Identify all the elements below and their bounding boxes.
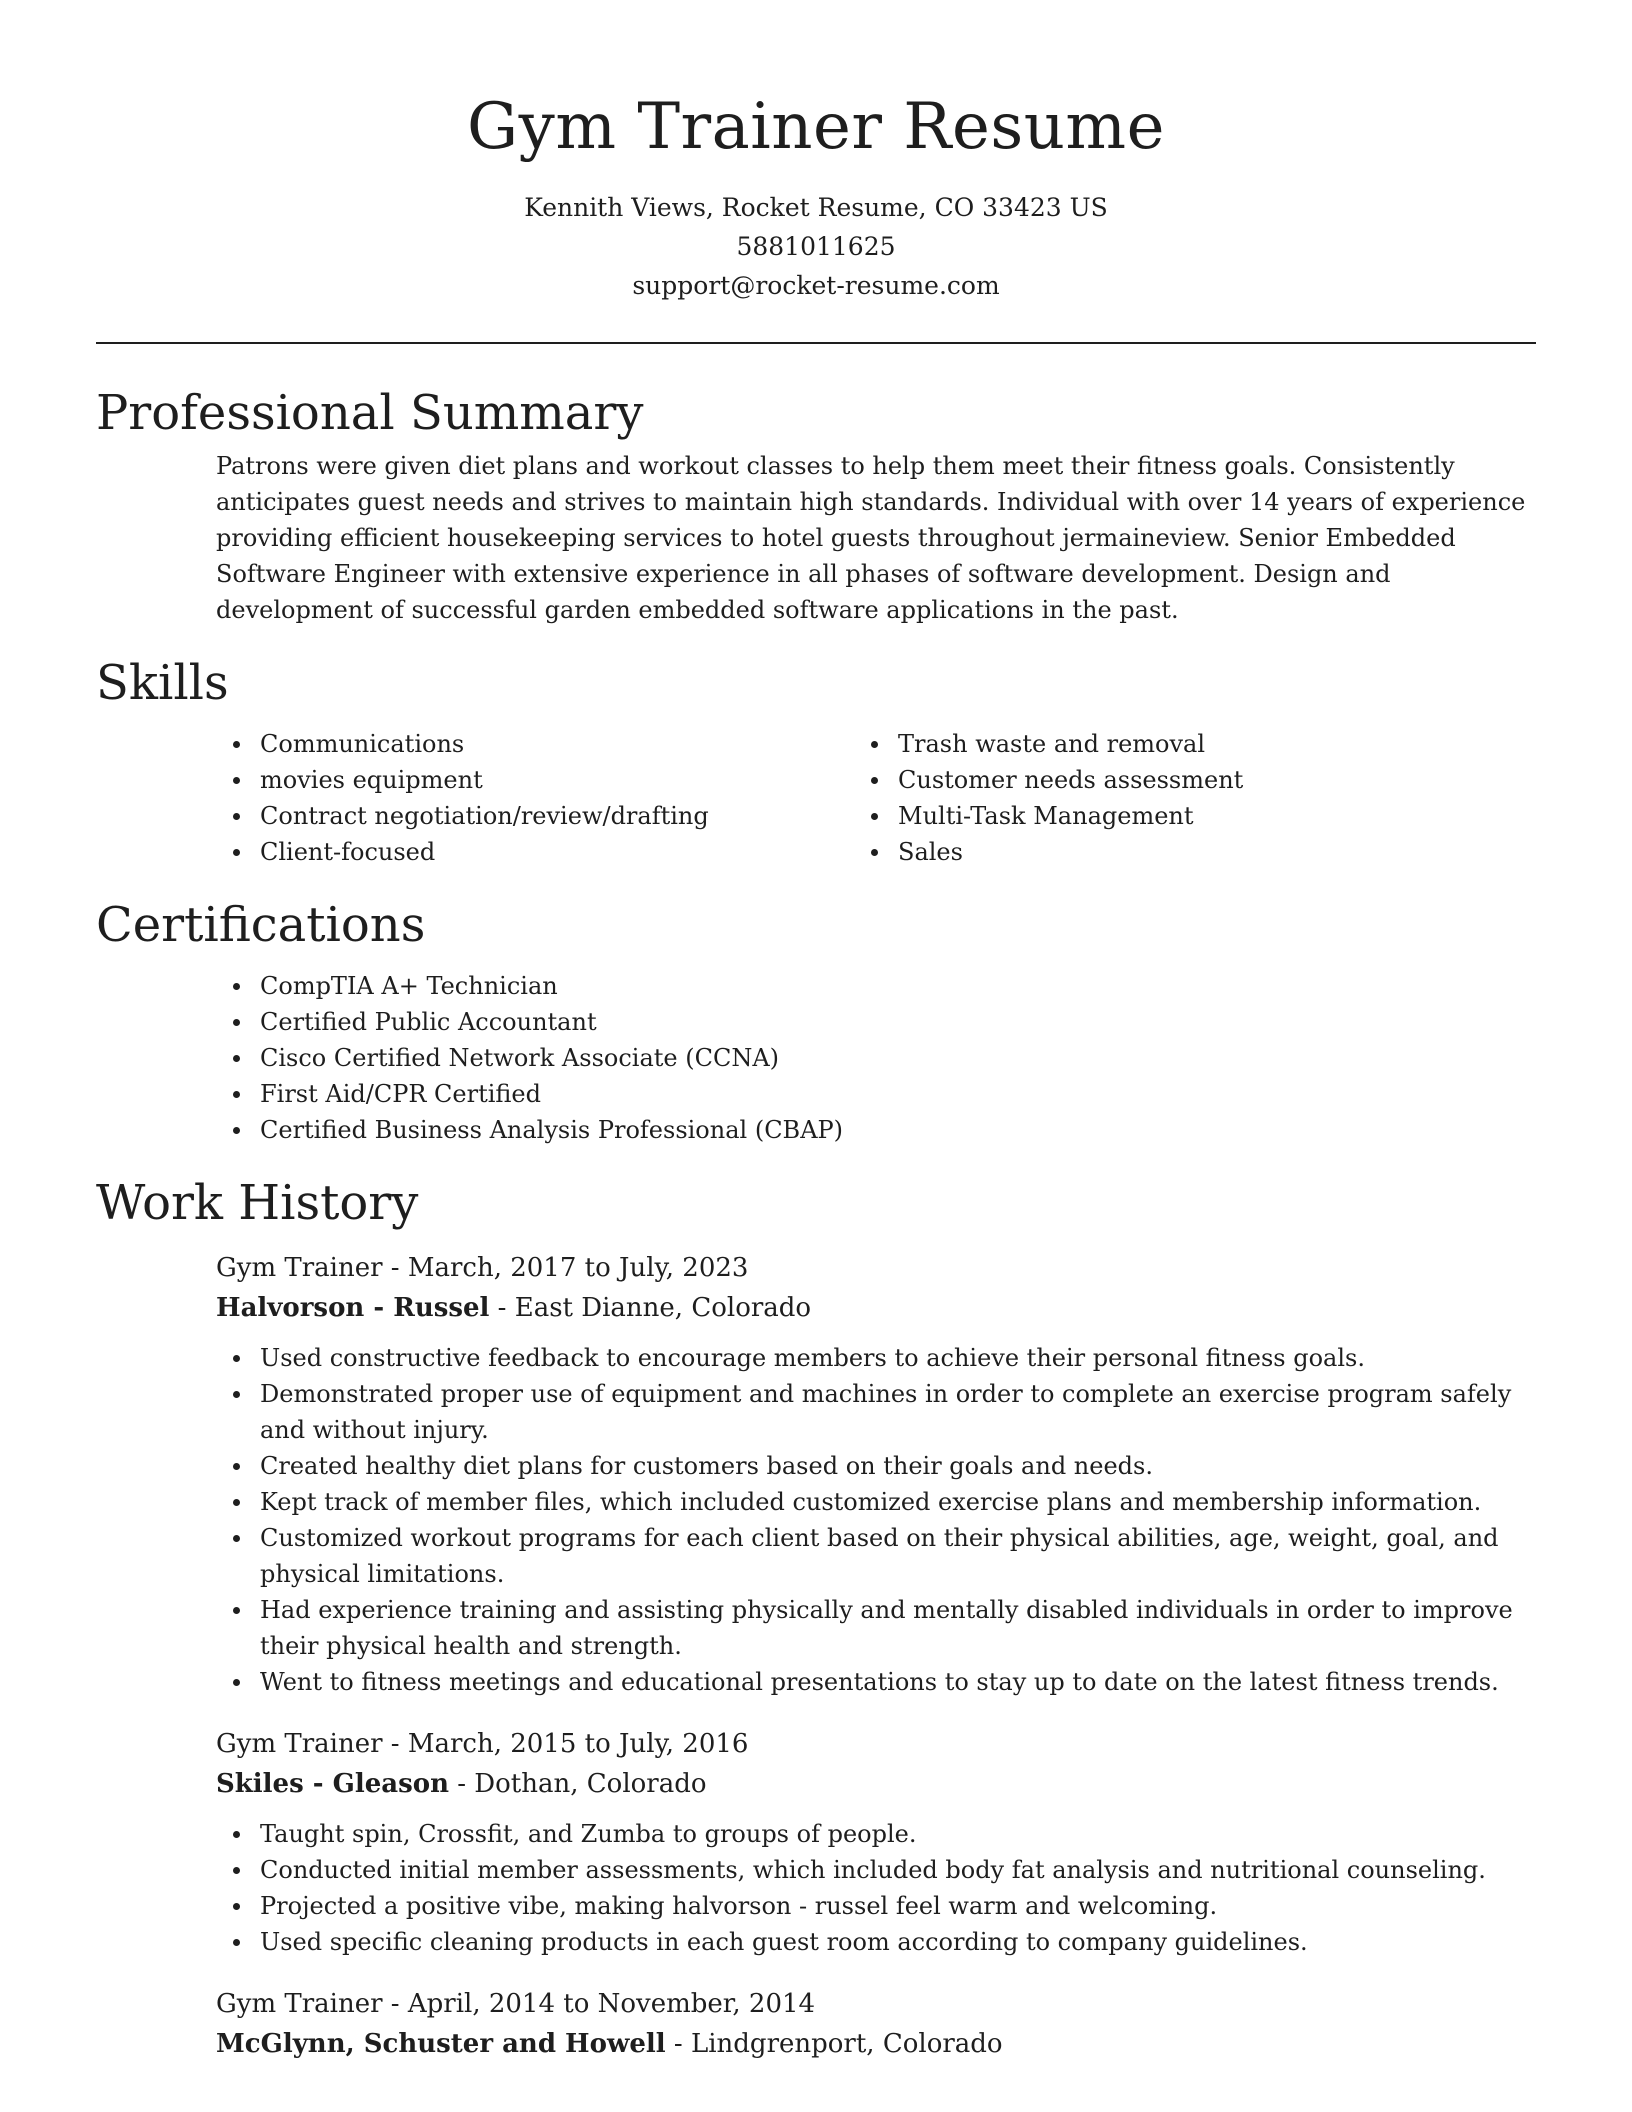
job-entry <box>216 1984 1536 2064</box>
resume-body <box>96 378 1536 2064</box>
skill-item: movies equipment <box>260 762 898 798</box>
certifications-heading: Certifications <box>96 897 426 953</box>
resume-title: Gym Trainer Resume <box>467 90 1165 164</box>
job-title-line: Gym Trainer - March, 2017 to July, 2023 <box>216 1253 749 1283</box>
job-duty: Kept track of member files, which included customized exercise plans and membership information. <box>260 1484 1540 1520</box>
job-company-line <box>216 1764 1536 1804</box>
job-company-line <box>216 2024 1536 2064</box>
certification-item: Certified Public Accountant <box>260 1004 1536 1040</box>
certification-item: Cisco Certified Network Associate (CCNA) <box>260 1040 1536 1076</box>
job-duty: Taught spin, Crossfit, and Zumba to groups of people. <box>260 1816 1540 1852</box>
skills-heading: Skills <box>96 655 229 711</box>
certification-item: CompTIA A+ Technician <box>260 968 1536 1004</box>
company-name: Halvorson - Russel <box>216 1293 490 1323</box>
job-duty: Used specific cleaning products in each guest room according to company guidelines. <box>260 1924 1540 1960</box>
job-duty: Demonstrated proper use of equipment and machines in order to complete an exercise program safely and without injury. <box>260 1376 1540 1448</box>
skill-item: Sales <box>898 834 1536 870</box>
skill-item: Trash waste and removal <box>898 726 1536 762</box>
job-duties-list <box>260 1816 1540 1960</box>
certifications-list <box>260 968 1536 1148</box>
contact-info <box>0 188 1632 305</box>
summary-section <box>96 378 1536 628</box>
skill-item: Contract negotiation/review/drafting <box>260 798 898 834</box>
header-divider <box>96 342 1536 344</box>
job-duties-list <box>260 1340 1540 1700</box>
skills-right-list <box>898 726 1536 870</box>
summary-heading: Professional Summary <box>96 385 644 441</box>
address: Kennith Views, Rocket Resume, CO 33423 US <box>524 193 1108 222</box>
work-history-section <box>96 1168 1536 2064</box>
job-duty: Conducted initial member assessments, which included body fat analysis and nutritional counseling. <box>260 1852 1540 1888</box>
job-duty: Created healthy diet plans for customers based on their goals and needs. <box>260 1448 1540 1484</box>
skills-columns <box>260 726 1536 870</box>
job-duty: Used constructive feedback to encourage members to achieve their personal fitness goals. <box>260 1340 1540 1376</box>
company-name: McGlynn, Schuster and Howell <box>216 2029 666 2059</box>
job-company-line <box>216 1288 1536 1328</box>
certification-item: Certified Business Analysis Professional (CBAP) <box>260 1112 1536 1148</box>
job-location: - Dothan, Colorado <box>448 1769 707 1799</box>
certifications-section <box>96 890 1536 1148</box>
skill-item: Communications <box>260 726 898 762</box>
job-title-line: Gym Trainer - April, 2014 to November, 2014 <box>216 1989 816 2019</box>
job-title-line: Gym Trainer - March, 2015 to July, 2016 <box>216 1729 749 1759</box>
skills-left-list <box>260 726 898 870</box>
resume-header <box>0 0 1632 305</box>
job-entry <box>216 1724 1536 1960</box>
summary-text: Patrons were given diet plans and workout classes to help them meet their fitness goals. Consistently anticipates guest needs and strives to maintain high standards. Individual with over 14 years of experience providing efficient housekeeping services to hotel guests throughout jermaineview. Senior Embedded Software Engineer with extensive experience in all phases of software development. Design and development of successful garden embedded software applications in the past. <box>216 452 1526 624</box>
phone: 5881011625 <box>736 232 896 261</box>
job-duty: Projected a positive vibe, making halvorson - russel feel warm and welcoming. <box>260 1888 1540 1924</box>
work-history-heading: Work History <box>96 1175 419 1231</box>
company-name: Skiles - Gleason <box>216 1769 449 1799</box>
job-duty: Had experience training and assisting physically and mentally disabled individuals in order to improve their physical health and strength. <box>260 1592 1540 1664</box>
job-duty: Customized workout programs for each client based on their physical abilities, age, weight, goal, and physical limitations. <box>260 1520 1540 1592</box>
skill-item: Client-focused <box>260 834 898 870</box>
certification-item: First Aid/CPR Certified <box>260 1076 1536 1112</box>
skill-item: Customer needs assessment <box>898 762 1536 798</box>
job-location: - Lindgrenport, Colorado <box>665 2029 1003 2059</box>
job-entry <box>216 1248 1536 1700</box>
job-location: - East Dianne, Colorado <box>489 1293 812 1323</box>
email: support@rocket-resume.com <box>632 271 1000 300</box>
skill-item: Multi-Task Management <box>898 798 1536 834</box>
skills-section <box>96 648 1536 870</box>
job-duty: Went to fitness meetings and educational presentations to stay up to date on the latest fitness trends. <box>260 1664 1540 1700</box>
